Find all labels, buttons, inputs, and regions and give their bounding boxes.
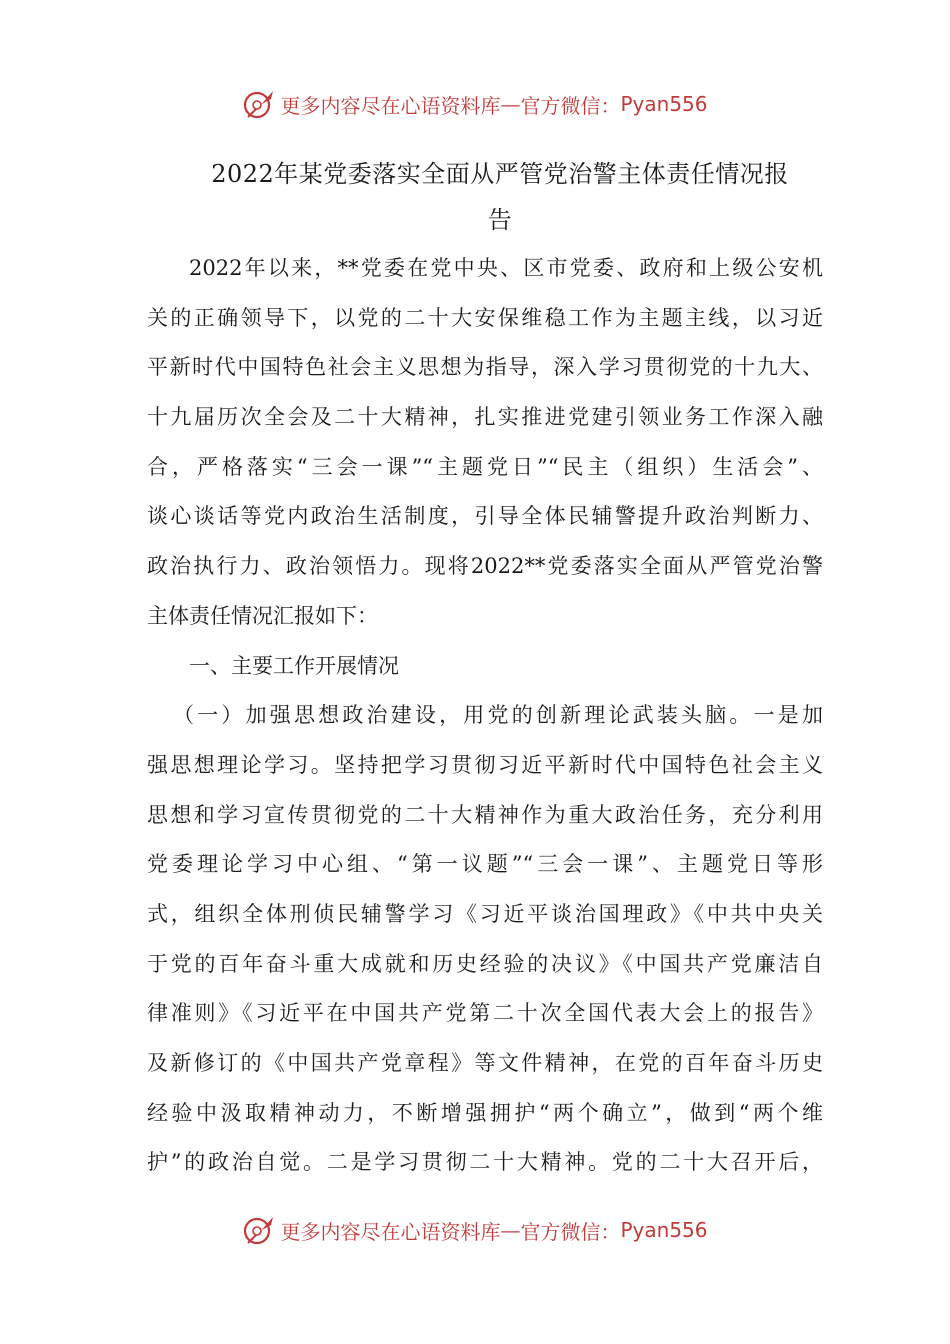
body-line: 主体责任情况汇报如下： bbox=[147, 603, 378, 628]
body-line: 及新修订的《中国共产党章程》等文件精神，在党的百年奋斗历史 bbox=[147, 1051, 823, 1075]
body-line: 式，组织全体刑侦民辅警学习《习近平谈治国理政》《中共中央关 bbox=[147, 901, 823, 926]
body-line: 党委理论学习中心组、“第一议题”“三会一课”、主题党日等形 bbox=[147, 852, 823, 877]
body-line: 政治执行力、政治领悟力。现将2022**党委落实全面从严管党治警 bbox=[147, 554, 823, 579]
body-line: 2022年以来，**党委在党中央、区市党委、政府和上级公安机 bbox=[189, 256, 823, 280]
body-line: 合，严格落实“三会一课”“主题党日”“民主（组织）生活会”、 bbox=[147, 454, 823, 479]
banner-wechat-id: Pyan556 bbox=[620, 1218, 708, 1242]
body-line: 律准则》《习近平在中国共产党第二十次全国代表大会上的报告》 bbox=[147, 1001, 823, 1026]
document-title-line-2: 告 bbox=[487, 206, 513, 234]
banner-wechat-label: 官方微信： bbox=[520, 93, 621, 118]
body-line: 经验中汲取精神动力，不断增强拥护“两个确立”，做到“两个维 bbox=[147, 1100, 823, 1125]
document-title-line-1: 2022年某党委落实全面从严管党治警主体责任情况报 bbox=[211, 160, 789, 188]
document-body bbox=[147, 244, 823, 1188]
subsection-heading: （一）加强思想政治建设，用党的创新理论武装头脑。一是加 bbox=[173, 703, 823, 728]
quill-seal-icon bbox=[242, 87, 276, 121]
header-watermark-banner bbox=[0, 84, 950, 124]
section-heading: 一、主要工作开展情况 bbox=[189, 653, 399, 678]
body-line: 平新时代中国特色社会主义思想为指导，深入学习贯彻党的十九大、 bbox=[147, 355, 823, 380]
document-title bbox=[200, 151, 800, 243]
body-line: 谈心谈话等党内政治生活制度，引导全体民辅警提升政治判断力、 bbox=[147, 504, 823, 529]
body-line: 十九届历次全会及二十大精神，扎实推进党建引领业务工作深入融 bbox=[147, 405, 823, 430]
body-line: 强思想理论学习。坚持把学习贯彻习近平新时代中国特色社会主义 bbox=[147, 752, 823, 777]
banner-wechat-id: Pyan556 bbox=[620, 92, 708, 116]
banner-separator: — bbox=[500, 92, 521, 116]
footer-watermark-banner bbox=[0, 1210, 950, 1250]
body-line: 关的正确领导下，以党的二十大安保维稳工作为主题主线，以习近 bbox=[147, 305, 823, 330]
quill-seal-icon bbox=[242, 1213, 276, 1247]
banner-brand-text: 更多内容尽在心语资料库 bbox=[280, 1219, 501, 1244]
banner-separator: — bbox=[500, 1218, 521, 1242]
banner-brand-text: 更多内容尽在心语资料库 bbox=[280, 93, 501, 118]
body-line: 思想和学习宣传贯彻党的二十大精神作为重大政治任务，充分利用 bbox=[147, 802, 823, 827]
body-line: 于党的百年奋斗重大成就和历史经验的决议》《中国共产党廉洁自 bbox=[147, 951, 823, 976]
body-line: 护”的政治自觉。二是学习贯彻二十大精神。党的二十大召开后， bbox=[147, 1150, 823, 1175]
banner-wechat-label: 官方微信： bbox=[520, 1219, 621, 1244]
